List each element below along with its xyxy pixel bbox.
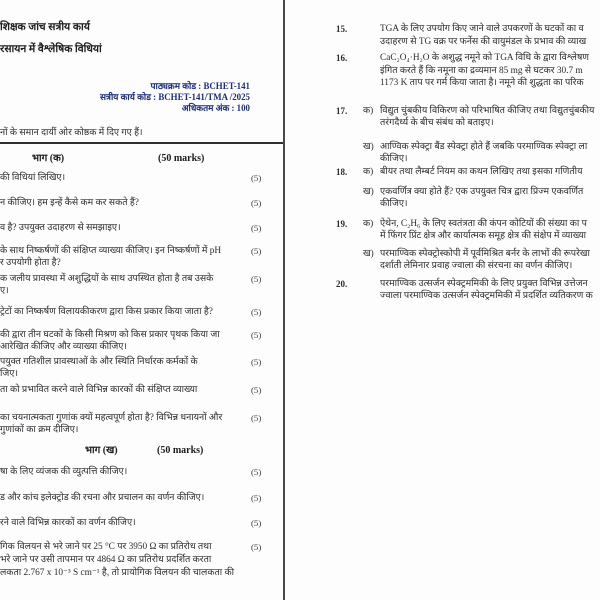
question-line: र उपयोगी होता है?: [0, 258, 61, 268]
question-number: 18.: [336, 167, 348, 177]
question-number: 19.: [336, 219, 348, 229]
page-title-line2: रसायन में वैश्लेषिक विधियां: [0, 44, 102, 55]
note-text: नों के समान दायीं ओर कोष्ठक में दिए गए हैं।: [0, 128, 143, 138]
question-line: कीजिए।: [380, 154, 408, 164]
question-line: रने वाले विभिन्न कारकों का वर्णन कीजिए।: [0, 518, 136, 528]
question-number: 16.: [336, 53, 348, 63]
question-line: बीयर तथा लैम्बर्ट नियम का कथन लिखिए तथा इसका गणितीय: [380, 167, 583, 177]
question-line: लकता 2.767 x 10⁻³ S cm⁻¹ है, तो प्रायोगिक विलयन की चालकता की: [0, 568, 235, 578]
question-line: तरंगदैर्ध्य के बीच संबंध को बताइए।: [380, 118, 494, 128]
part-a-heading: भाग (क): [32, 153, 65, 164]
question-line: व है? उपयुक्त उदाहरण से समझाइए।: [0, 223, 121, 233]
question-number: 15.: [336, 24, 348, 34]
max-marks: अधिकतम अंक : 100: [181, 103, 250, 113]
question-line: में फिंगर प्रिंट क्षेत्र और कार्यात्मक समूह क्षेत्र की संक्षेप में व्याख्या: [380, 231, 587, 241]
sub-part-label: क): [363, 167, 374, 177]
question-line: गुणांकों का क्रम दीजिए।: [0, 425, 79, 435]
question-line: गिक विलयन से भरे जाने पर 25 °C पर 3950 Ω का प्रतिरोध तथा: [0, 542, 212, 552]
sub-part-label: क): [363, 106, 374, 116]
question-line: ऐथेन, C₂H₆ के लिए स्वतंत्रता की कंपन कोटियों की संख्या का प: [380, 219, 587, 229]
question-line: न कीजिए। हम इन्हें कैसे कम कर सकते हैं?: [0, 198, 139, 208]
marks-badge: (5): [251, 246, 262, 256]
marks-badge: (5): [251, 357, 262, 367]
question-number: 20.: [336, 279, 348, 289]
part-a-marks: (50 marks): [158, 153, 205, 164]
question-line: 1173 K ताप पर गर्म किया जाता है। नमूने की शुद्धता का परिक: [380, 78, 584, 88]
marks-badge: (5): [251, 330, 262, 340]
question-line: भरे जाने पर उसी तापमान पर 4864 Ω का प्रतिरोध प्रदर्शित करता: [0, 555, 212, 565]
question-line: जिए।: [0, 369, 18, 379]
marks-badge: (5): [251, 413, 262, 423]
question-number: 17.: [336, 106, 348, 116]
question-line: क जलीय प्रावस्था में अशुद्धियों के साथ उपस्थित होता है तब उसके: [0, 274, 214, 284]
question-line: TGA के लिए उपयोग किए जाने वाले उपकरणों के घटकों का व: [380, 24, 584, 34]
part-b-marks: (50 marks): [157, 445, 204, 456]
sub-part-label: क): [363, 219, 374, 229]
question-line: की द्वारा तीन घटकों के किसी मिश्रण को किस प्रकार पृथक किया जा: [0, 330, 220, 340]
question-line: आरेखित कीजिए और व्याख्या कीजिए।: [0, 342, 127, 352]
marks-badge: (5): [251, 198, 262, 208]
sub-part-label: ख): [363, 142, 374, 152]
question-line: पयुक्त गतिशील प्रावस्थाओं के और स्थिति निर्धारक कर्मकों के: [0, 357, 198, 367]
question-line: ट्रेटों का निष्कर्षण विलायकीकरण द्वारा किस प्रकार किया जाता है?: [0, 307, 213, 317]
question-line: आण्विक स्पेक्ट्रा बैंड स्पेक्ट्रा होते हैं जबकि परमाण्विक स्पेक्ट्रा ला: [380, 142, 588, 152]
question-line: षा के लिए व्यंजक की व्युत्पत्ति कीजिए।: [0, 467, 128, 477]
question-line: उदाहरण से TG वक्र पर फर्नेस की वायुमंडल के प्रभाव की व्याख: [380, 37, 587, 47]
question-line: दर्शाती लेमिनार प्रवाह ज्वाला की संरचना का वर्णन कीजिए।: [380, 261, 573, 271]
question-line: CaC₂O₄·H₂O के अशुद्ध नमूने को TGA विधि के द्वारा विश्लेषण: [380, 53, 590, 63]
assignment-page-right: [285, 0, 600, 600]
marks-badge: (5): [251, 467, 262, 477]
marks-badge: (5): [251, 223, 262, 233]
marks-badge: (5): [251, 274, 262, 284]
section-divider-rule: [0, 142, 283, 144]
part-b-heading: भाग (ख): [85, 445, 118, 456]
question-line: ज्वाला परमाण्विक उत्सर्जन स्पेक्ट्रममिकी में प्रदर्शित व्यतिकरण क: [380, 291, 593, 301]
assignment-page-left: [0, 0, 283, 600]
marks-badge: (5): [251, 307, 262, 317]
sub-part-label: ख): [363, 249, 374, 259]
question-line: विद्युत चुंबकीय विकिरण को परिभाषित कीजिए तथा विद्युतचुंबकीय: [380, 106, 595, 116]
question-line: की विधियां लिखिए।: [0, 173, 66, 183]
marks-badge: (5): [251, 493, 262, 503]
question-line: कीजिए।: [380, 199, 408, 209]
question-line: परमाण्विक स्पेक्ट्रोस्कोपी में पूर्वमिश्रित बर्नर के लाभों की रूपरेखा: [380, 249, 590, 259]
marks-badge: (5): [251, 385, 262, 395]
question-line: का चयनात्मकता गुणांक क्यों महत्वपूर्ण होता है? विभिन्न धनायनों और: [0, 413, 223, 423]
question-line: इंगित करते हैं कि नमूना का द्रव्यमान 85 mg से घटकर 30.7 m: [380, 66, 583, 76]
question-line: ए।: [0, 286, 9, 296]
question-line: परमाण्विक उत्सर्जन स्पेक्ट्रममिकी के लिए प्रयुक्त विभिन्न उत्तेजन: [380, 279, 588, 289]
question-line: के साथ निष्कर्षणों की संक्षिप्त व्याख्या कीजिए। इन निष्कर्षणों में pH: [0, 246, 222, 256]
sub-part-label: ख): [363, 187, 374, 197]
question-line: ड और कांच इलेक्ट्रोड की रचना और प्रचालन का वर्णन कीजिए।: [0, 493, 205, 503]
page-title-line1: शिक्षक जांच सत्रीय कार्य: [0, 22, 90, 33]
marks-badge: (5): [251, 173, 262, 183]
question-line: एकवर्णित्र क्या होते हैं? एक उपयुक्त चित्र द्वारा प्रिज्म एकवर्णित: [380, 187, 584, 197]
assignment-code: सत्रीय कार्य कोड : BCHET-141/TMA /2025: [100, 92, 250, 102]
marks-badge: (5): [251, 518, 262, 528]
course-code: पाठ्यक्रम कोड : BCHET-141: [150, 81, 250, 91]
question-line: ता को प्रभावित करने वाले विभिन्न कारकों की संक्षिप्त व्याख्या: [0, 385, 198, 395]
marks-badge: (5): [251, 542, 262, 552]
